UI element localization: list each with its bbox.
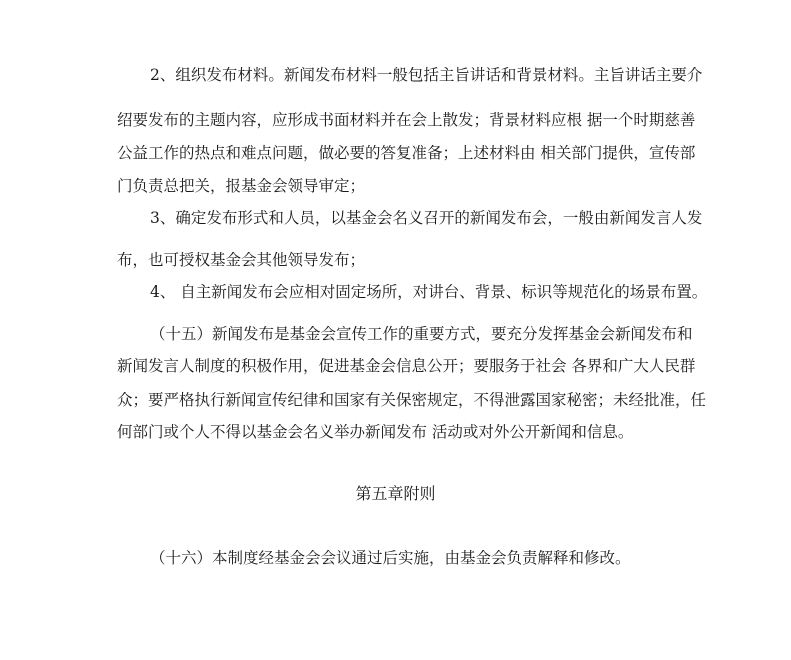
paragraph-4-line-1: 4、 自主新闻发布会应相对固定场所，对讲台、背景、标识等规范化的场景布置。 xyxy=(150,283,708,301)
paragraph-15-line-3: 众；要严格执行新闻宣传纪律和国家有关保密规定，不得泄露国家秘密；未经批准，任 xyxy=(117,391,707,409)
chapter-title: 第五章附则 xyxy=(355,484,436,503)
paragraph-15-line-1: （十五）新闻发布是基金会宣传工作的重要方式，要充分发挥基金会新闻发布和 xyxy=(150,325,693,343)
paragraph-3-line-2: 布，也可授权基金会其他领导发布； xyxy=(117,251,366,269)
paragraph-2-line-4: 门负责总把关，报基金会领导审定； xyxy=(117,177,366,195)
paragraph-3-line-1: 3、确定发布形式和人员，以基金会名义召开的新闻发布会，一般由新闻发言人发 xyxy=(150,209,703,227)
paragraph-15-line-4: 何部门或个人不得以基金会名义举办新闻发布 活动或对外公开新闻和信息。 xyxy=(117,423,634,441)
paragraph-2-line-3: 公益工作的热点和难点问题，做必要的答复准备；上述材料由 相关部门提供，宣传部 xyxy=(117,144,696,162)
paragraph-2-line-2: 绍要发布的主题内容，应形成书面材料并在会上散发；背景材料应根 据一个时期慈善 xyxy=(117,111,696,129)
paragraph-15-line-2: 新闻发言人制度的积极作用，促进基金会信息公开；要服务于社会 各界和广大人民群 xyxy=(117,357,696,375)
paragraph-16-line-1: （十六）本制度经基金会会议通过后实施，由基金会负责解释和修改。 xyxy=(150,549,631,567)
paragraph-2-line-1: 2、组织发布材料。新闻发布材料一般包括主旨讲话和背景材料。主旨讲话主要介 xyxy=(150,66,703,84)
